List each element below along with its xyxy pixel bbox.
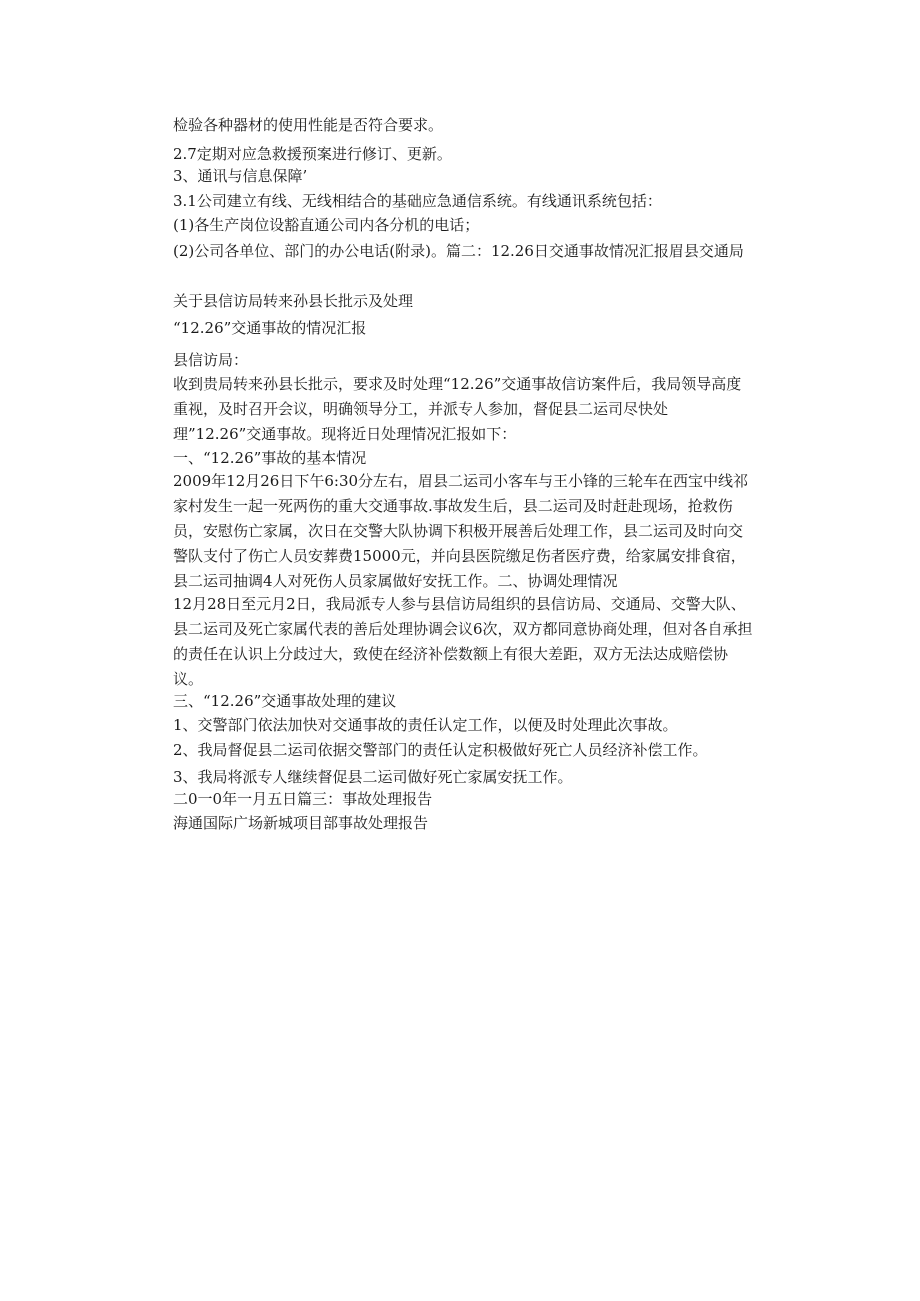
paragraph: 收到贵局转来孙县长批示，要求及时处理“12.26”交通事故信访案件后，我局领导高度重视，及时召开会议，明确领导分工，并派专人参加，督促县二运司尽快处理”12.26”交通事故。现将近日处理情况汇报如下：	[173, 375, 742, 443]
section-heading: 一、“12.26”事故的基本情况	[173, 449, 367, 467]
list-item: 3、我局将派专人继续督促县二运司做好死亡家属安抚工作。	[173, 768, 573, 786]
salutation: 县信访局：	[173, 351, 249, 369]
paragraph: 12月28日至元月2日，我局派专人参与县信访局组织的县信访局、交通局、交警大队、县二运司及死亡家属代表的善后处理协调会议6次，双方都同意协商处理，但对各自承担的责任在认识上分歧过大，致使在经济补偿数额上有很大差距，双方无法达成赔偿协议。	[173, 595, 753, 688]
paragraph: (2)公司各单位、部门的办公电话(附录)。篇二：12.26日交通事故情况汇报眉县交通局	[173, 242, 744, 260]
section-heading: 三、“12.26”交通事故处理的建议	[173, 692, 397, 710]
paragraph: 2.7定期对应急救援预案进行修订、更新。	[173, 145, 452, 163]
section-heading: 3、通讯与信息保障’	[173, 167, 308, 185]
paragraph: 海通国际广场新城项目部事故处理报告	[173, 814, 429, 832]
document-title-line: 关于县信访局转来孙县长批示及处理	[173, 292, 414, 310]
paragraph: 3.1公司建立有线、无线相结合的基础应急通信系统。有线通讯系统包括：	[173, 192, 662, 210]
paragraph: (1)各生产岗位设豁直通公司内各分机的电话；	[173, 216, 480, 234]
paragraph: 检验各种器材的使用性能是否符合要求。	[173, 116, 444, 134]
document-title-line: “12.26”交通事故的情况汇报	[173, 319, 367, 337]
paragraph: 二0一0年一月五日篇三：事故处理报告	[173, 790, 433, 808]
list-item: 1、交警部门依法加快对交通事故的责任认定工作，以便及时处理此次事故。	[173, 716, 678, 734]
list-item: 2、我局督促县二运司依据交警部门的责任认定积极做好死亡人员经济补偿工作。	[173, 741, 708, 759]
paragraph: 2009年12月26日下午6:30分左右，眉县二运司小客车与王小锋的三轮车在西宝中线祁家村发生一起一死两伤的重大交通事故.事故发生后，县二运司及时赶赴现场，抢救伤员，安慰伤亡家属，次日在交警大队协调下积极开展善后处理工作，县二运司及时向交警队支付了伤亡人员安葬费15000元，并向县医院缴足伤者医疗费，给家属安排食宿，县二运司抽调4人对死伤人员家属做好安抚工作。二、协调处理情况	[173, 472, 749, 590]
